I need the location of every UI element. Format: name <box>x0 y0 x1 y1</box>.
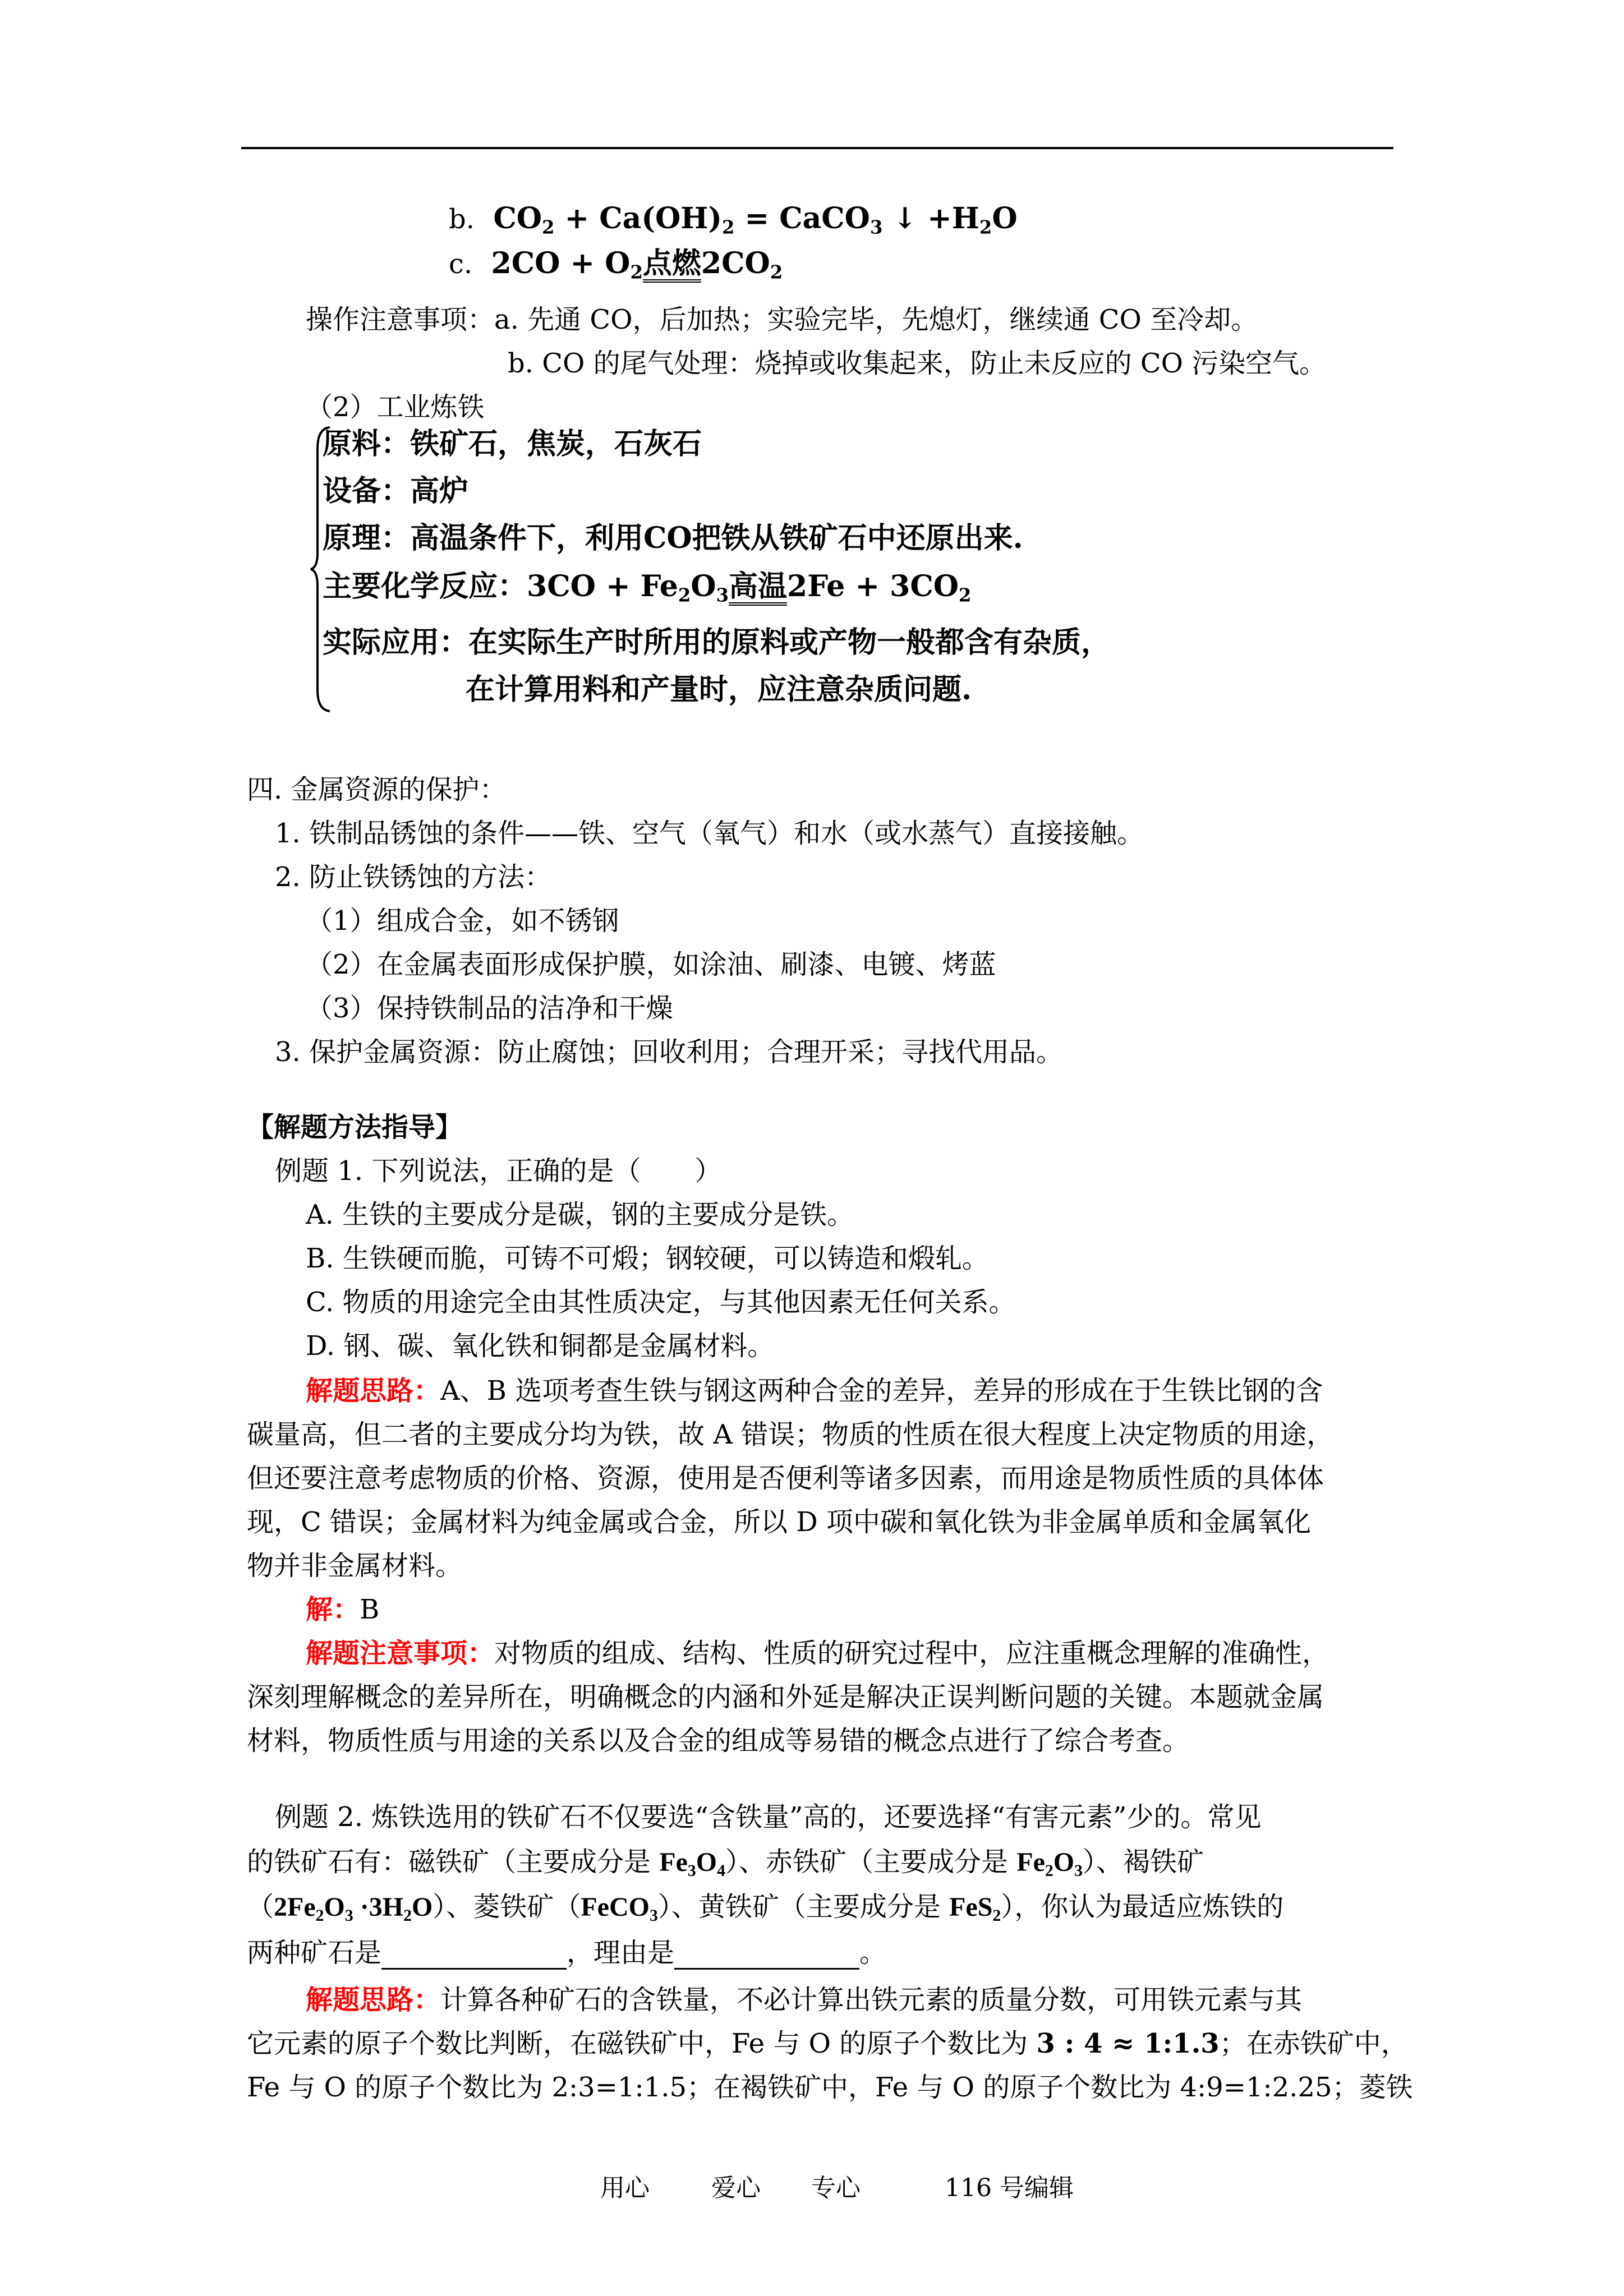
industrial-reaction-condition: 高温 <box>729 572 787 606</box>
example2-line-4 <box>247 1936 886 1970</box>
example1-answer-label: 解： <box>306 1594 360 1625</box>
example1-answer-value: B <box>360 1594 380 1625</box>
example2-line-1: 例题 2. 炼铁选用的铁矿石不仅要选“含铁量”高的，还要选择“有害元素”少的。常见 <box>275 1801 1262 1833</box>
op-note-a: 操作注意事项：a. 先通 CO，后加热；实验完毕，先熄灯，继续通 CO 至冷却。 <box>306 304 1258 335</box>
example1-stem: 例题 1. 下列说法，正确的是（ ） <box>275 1155 722 1187</box>
example1-answer <box>306 1593 379 1626</box>
example1-idea-text-1: A、B 选项考查生铁与钢这两种合金的差异，差异的形成在于生铁比钢的含 <box>440 1375 1323 1407</box>
footer-d: 116 号编辑 <box>945 2174 1074 2202</box>
page-footer <box>600 2171 1074 2205</box>
example1-idea-2: 碳量高，但二者的主要成分均为铁，故 A 错误；物质的性质在很大程度上决定物质的用途， <box>247 1419 1334 1450</box>
section4-sub3: （3）保持铁制品的洁净和干燥 <box>306 993 673 1024</box>
example1-idea-3: 但还要注意考虑物质的价格、资源，使用是否便利等诸多因素，而用途是物质性质的具体体 <box>247 1463 1324 1494</box>
example2-idea-3: Fe 与 O 的原子个数比为 2:3=1:1.5；在褐铁矿中，Fe 与 O 的原子个数比为 4:9=1:2.25；菱铁 <box>247 2072 1413 2103</box>
example2-line-3c: ）、黄铁矿（主要成分是 <box>657 1891 950 1922</box>
example2-line-3 <box>247 1890 1283 1924</box>
industrial-reaction-label: 主要化学反应： <box>323 569 527 603</box>
section4-item1: 1. 铁制品锈蚀的条件——铁、空气（氧气）和水（或水蒸气）直接接触。 <box>275 818 1144 849</box>
example1-option-a: A. 生铁的主要成分是碳，钢的主要成分是铁。 <box>306 1199 854 1230</box>
example1-note-2: 深刻理解概念的差异所在，明确概念的内涵和外延是解决正误判断问题的关键。本题就金属 <box>247 1681 1324 1713</box>
section4-title: 四. 金属资源的保护： <box>247 774 507 805</box>
formula-b-equation: $CO_2 + Ca(OH)_2$ = CaCO$_3$ ↓ $+H_2O$ <box>483 201 1018 238</box>
formula-c-label: c. <box>449 248 473 280</box>
formula-c-condition: 点燃 <box>643 249 701 283</box>
example2-line-3a: （ <box>247 1891 274 1922</box>
formula-b-label: b. <box>449 204 475 235</box>
example1-note-3: 材料，物质性质与用途的关系以及合金的组成等易错的概念点进行了综合考查。 <box>247 1725 1190 1756</box>
example2-line-2b: ）、赤铁矿（主要成分是 <box>725 1846 1017 1878</box>
section4-item3: 3. 保护金属资源：防止腐蚀；回收利用；合理开采；寻找代用品。 <box>275 1036 1064 1068</box>
example1-note-text-1: 对物质的组成、结构、性质的研究过程中，应注重概念理解的准确性， <box>494 1638 1329 1669</box>
example1-idea-4: 现，C 错误；金属材料为纯金属或合金，所以 D 项中碳和氧化铁为非金属单质和金属氧化 <box>247 1506 1311 1538</box>
example2-line-2c: ）、褐铁矿 <box>1082 1846 1204 1878</box>
industrial-equipment: 设备：高炉 <box>323 474 469 508</box>
example2-line-3d: ），你认为最适应炼铁的 <box>1001 1891 1284 1922</box>
example1-idea-1 <box>306 1374 1323 1408</box>
formula-b <box>449 202 1018 236</box>
example2-idea-2 <box>247 2027 1408 2060</box>
example1-note-1 <box>306 1636 1329 1670</box>
formula-fes2: FeS$_2$ <box>949 1892 1001 1925</box>
example2-line-2a: 的铁矿石有：磁铁矿（主要成分是 <box>247 1846 660 1878</box>
example2-line-4b: ，理由是 <box>567 1937 675 1968</box>
header-rule <box>241 147 1393 149</box>
formula-c <box>449 247 783 283</box>
answer-blank-reason[interactable] <box>674 1943 859 1970</box>
formula-fe3o4: $Fe_3O_4$ <box>659 1847 725 1880</box>
example2-line-3b: ）、菱铁矿（ <box>433 1891 581 1922</box>
example1-note-label: 解题注意事项： <box>306 1638 495 1669</box>
guide-title: 【解题方法指导】 <box>247 1112 463 1143</box>
industrial-reaction-equation: $3CO + Fe_2O_3$高温$2Fe + 3CO_2$ <box>527 569 972 606</box>
formula-fe2o3: $Fe_2O_3$ <box>1016 1847 1083 1880</box>
footer-b: 爱心 <box>711 2174 761 2202</box>
formula-c-equation: $2CO + O_2$点燃$2CO_2$ <box>481 246 783 283</box>
example2-line-4a: 两种矿石是 <box>247 1937 382 1968</box>
section4-sub2: （2）在金属表面形成保护膜，如涂油、刷漆、电镀、烤蓝 <box>306 949 996 980</box>
example2-line-4c: 。 <box>859 1937 887 1968</box>
industrial-raw: 原料：铁矿石，焦炭，石灰石 <box>323 427 702 461</box>
example1-option-d: D. 钢、碳、氧化铁和铜都是金属材料。 <box>306 1330 775 1362</box>
industrial-heading: （2）工业炼铁 <box>306 391 485 423</box>
answer-blank-ores[interactable] <box>381 1943 567 1970</box>
industrial-application-2: 在计算用料和产量时，应注意杂质问题. <box>466 672 972 707</box>
example1-option-b: B. 生铁硬而脆，可铸不可煅；钢较硬，可以铸造和煅轧。 <box>306 1243 989 1274</box>
industrial-principle: 原理：高温条件下，利用CO把铁从铁矿石中还原出来. <box>323 521 1023 555</box>
industrial-reaction <box>323 570 971 606</box>
footer-a: 用心 <box>600 2174 650 2202</box>
formula-feco3: FeCO$_3$ <box>581 1892 658 1925</box>
example2-line-2 <box>247 1845 1204 1879</box>
example2-idea-2c: ；在赤铁矿中， <box>1219 2028 1408 2059</box>
example1-option-c: C. 物质的用途完全由其性质决定，与其他因素无任何关系。 <box>306 1287 1016 1318</box>
example2-idea-1 <box>306 1983 1302 2017</box>
industrial-application-1: 实际应用：在实际生产时所用的原料或产物一般都含有杂质， <box>323 625 1111 660</box>
example2-idea-2a: 它元素的原子个数比判断，在磁铁矿中，Fe 与 O 的原子个数比为 <box>247 2028 1037 2059</box>
example2-ratio: 3 : 4 ≈ 1:1.3 <box>1036 2028 1220 2059</box>
section4-sub1: （1）组成合金，如不锈钢 <box>306 905 619 937</box>
section4-item2: 2. 防止铁锈蚀的方法： <box>275 861 552 893</box>
formula-limonite: $2Fe_2O_3 \cdot 3H_2O$ <box>274 1892 433 1925</box>
example2-idea-text-1: 计算各种矿石的含铁量，不必计算出铁元素的质量分数，可用铁元素与其 <box>440 1984 1303 2016</box>
footer-c: 专心 <box>811 2174 861 2202</box>
op-note-b: b. CO 的尾气处理：烧掉或收集起来，防止未反应的 CO 污染空气。 <box>508 348 1327 379</box>
example1-idea-5: 物并非金属材料。 <box>247 1550 463 1582</box>
example1-idea-label: 解题思路： <box>306 1375 441 1407</box>
example2-idea-label: 解题思路： <box>306 1984 441 2016</box>
